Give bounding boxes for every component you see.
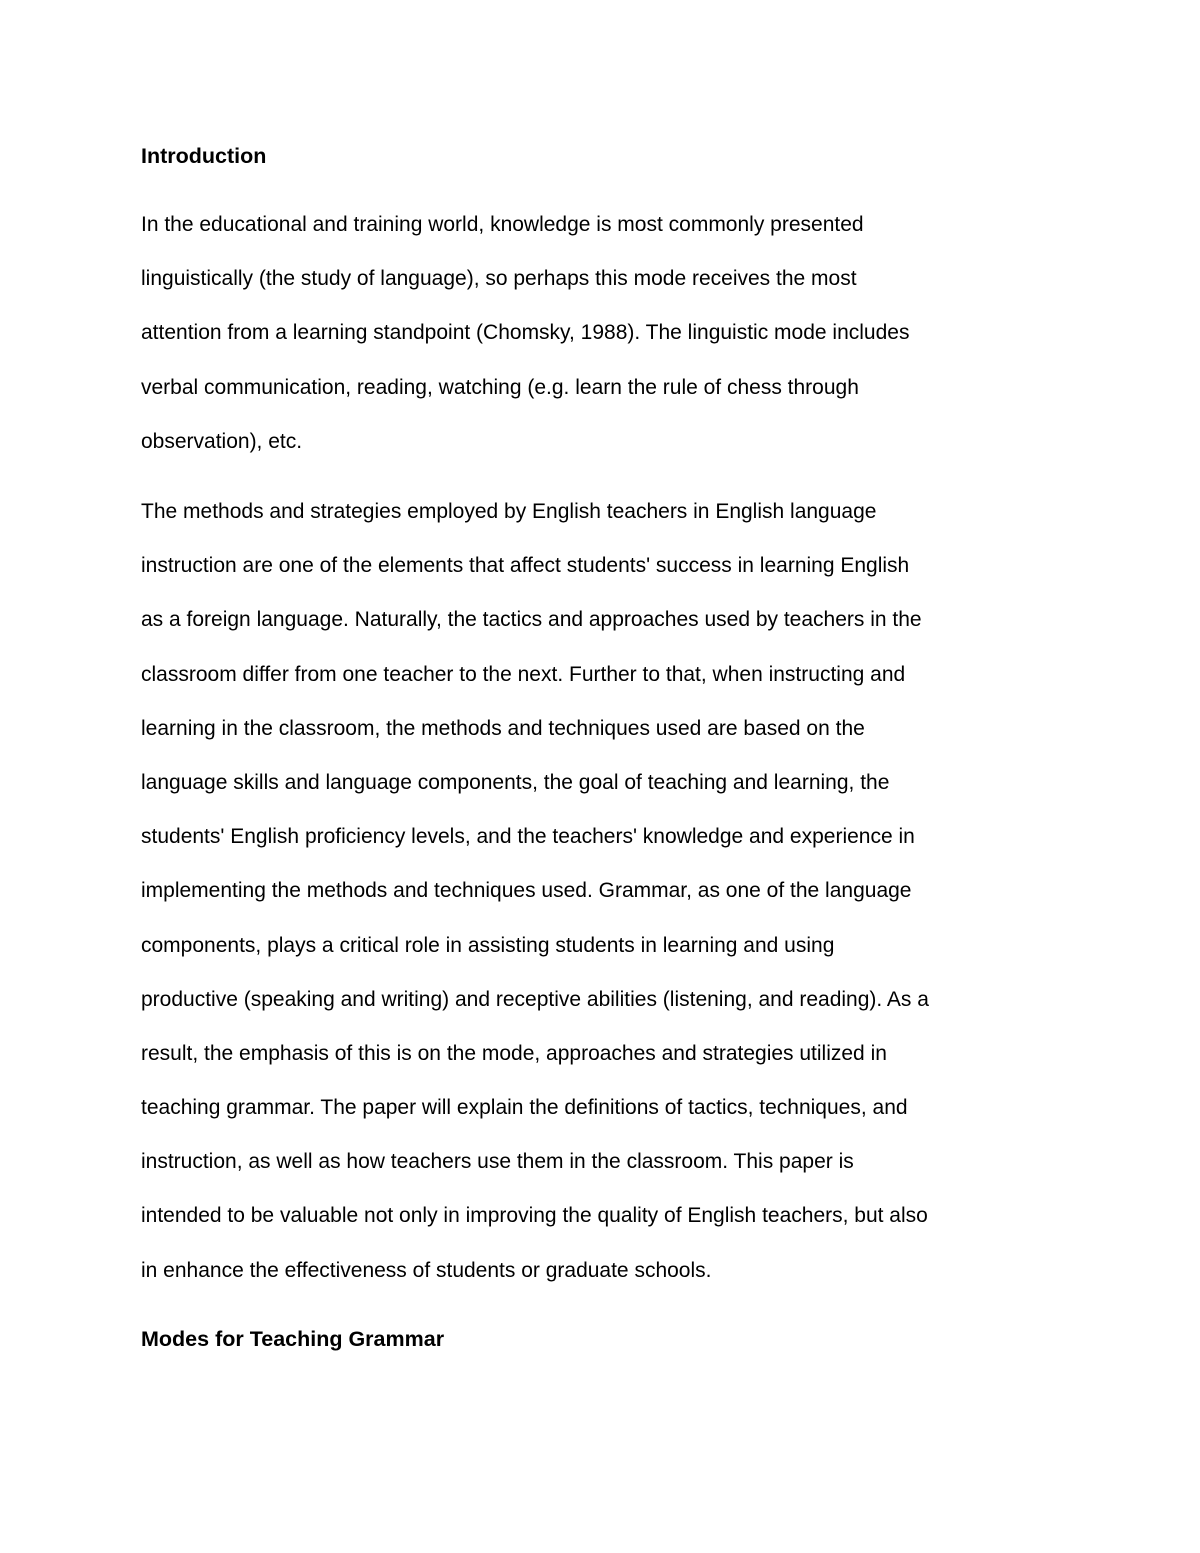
section-heading-modes-for-teaching-grammar: Modes for Teaching Grammar xyxy=(141,1327,445,1351)
text-line: in enhance the effectiveness of students or graduate schools. xyxy=(141,1258,712,1282)
text-line: The methods and strategies employed by English teachers in English language xyxy=(141,500,877,523)
text-line: implementing the methods and techniques used. Grammar, as one of the language xyxy=(141,879,912,903)
text-line: as a foreign language. Naturally, the tactics and approaches used by teachers in the xyxy=(141,608,922,632)
text-line: intended to be valuable not only in improving the quality of English teachers, but also xyxy=(141,1204,928,1228)
text-line: result, the emphasis of this is on the mode, approaches and strategies utilized in xyxy=(141,1041,887,1065)
text-line: instruction, as well as how teachers use them in the classroom. This paper is xyxy=(141,1150,854,1174)
text-line: teaching grammar. The paper will explain the definitions of tactics, techniques, and xyxy=(141,1096,908,1120)
intro-paragraph-2 xyxy=(141,485,929,1298)
intro-paragraph-1 xyxy=(141,198,909,469)
text-line: attention from a learning standpoint (Chomsky, 1988). The linguistic mode includes xyxy=(141,321,910,345)
text-line: learning in the classroom, the methods and techniques used are based on the xyxy=(141,716,865,740)
text-line: verbal communication, reading, watching (e.g. learn the rule of chess through xyxy=(141,375,859,399)
text-line: students' English proficiency levels, and the teachers' knowledge and experience in xyxy=(141,825,915,849)
text-line: linguistically (the study of language), so perhaps this mode receives the most xyxy=(141,267,857,291)
text-line: productive (speaking and writing) and receptive abilities (listening, and reading). As a xyxy=(141,987,929,1011)
text-line: instruction are one of the elements that affect students' success in learning English xyxy=(141,554,910,578)
text-line: language skills and language components, the goal of teaching and learning, the xyxy=(141,770,890,794)
section-heading-introduction: Introduction xyxy=(141,144,267,168)
text-line: classroom differ from one teacher to the next. Further to that, when instructing and xyxy=(141,662,906,686)
text-line: observation), etc. xyxy=(141,429,303,453)
text-line: components, plays a critical role in assisting students in learning and using xyxy=(141,933,835,957)
text-line: In the educational and training world, knowledge is most commonly presented xyxy=(141,213,864,236)
